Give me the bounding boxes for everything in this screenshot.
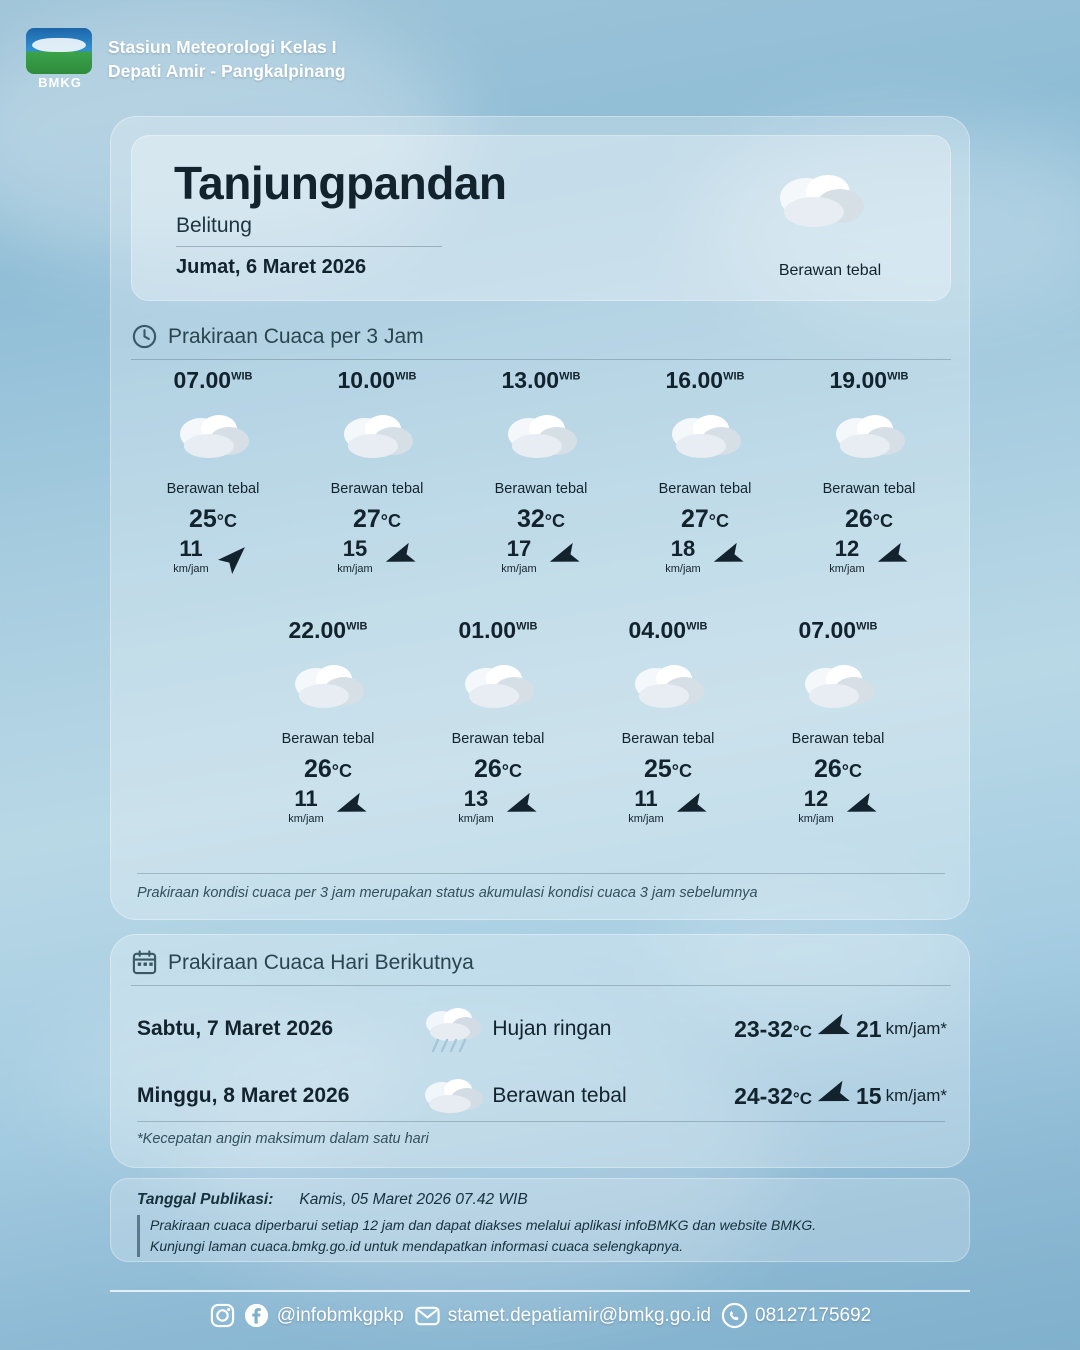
wind-direction-icon bbox=[705, 538, 748, 575]
hour-wind bbox=[459, 538, 623, 575]
hour-temp: 26 bbox=[303, 755, 332, 783]
wind-direction-icon bbox=[808, 1009, 855, 1049]
social-handle: @infobmkgpkp bbox=[276, 1304, 404, 1326]
city-name: Tanjungpandan bbox=[174, 157, 507, 209]
hour-condition: Berawan tebal bbox=[658, 481, 752, 497]
forecast-date: Jumat, 6 Maret 2026 bbox=[176, 256, 367, 278]
hourly-row-1 bbox=[131, 367, 951, 575]
hour-temp: 26 bbox=[844, 505, 873, 533]
hour-time: 07.00 bbox=[173, 367, 232, 393]
temp-unit: °C bbox=[872, 511, 893, 531]
next-day-wind bbox=[812, 1015, 953, 1043]
hour-temp: 25 bbox=[643, 755, 672, 783]
next-day-row bbox=[129, 1071, 953, 1121]
temp-unit: °C bbox=[671, 761, 692, 781]
wind-speed: 12 bbox=[834, 536, 860, 561]
wind-speed: 21 bbox=[856, 1015, 882, 1042]
wind-unit: km/jam bbox=[628, 813, 664, 825]
hour-wind bbox=[583, 788, 753, 825]
hour-condition: Berawan tebal bbox=[451, 731, 545, 747]
next-days-title bbox=[131, 949, 474, 976]
wind-direction-icon bbox=[869, 538, 912, 575]
hour-condition: Berawan tebal bbox=[330, 481, 424, 497]
wind-unit: km/jam bbox=[458, 813, 494, 825]
rain-light-icon bbox=[412, 1001, 493, 1057]
province-name: Belitung bbox=[176, 214, 252, 237]
hour-temp: 27 bbox=[352, 505, 381, 533]
hour-wind bbox=[243, 788, 413, 825]
hour-time: 13.00 bbox=[501, 367, 560, 393]
temp-unit: °C bbox=[216, 511, 237, 531]
wind-unit: km/jam bbox=[173, 563, 209, 575]
facebook-icon[interactable] bbox=[243, 1302, 270, 1329]
hourly-cell bbox=[459, 367, 623, 575]
publication-body-line1: Prakiraan cuaca diperbarui setiap 12 jam dan dapat diakses melalui aplikasi infoBMKG dan website BMKG. bbox=[150, 1217, 817, 1233]
wind-speed: 11 bbox=[634, 786, 658, 811]
hour-wind bbox=[623, 538, 787, 575]
hourly-cell bbox=[583, 617, 753, 825]
wind-speed: 11 bbox=[179, 536, 203, 561]
next-day-condition: Berawan tebal bbox=[492, 1084, 627, 1107]
hour-tz: WIB bbox=[516, 620, 538, 633]
hour-time: 01.00 bbox=[458, 617, 517, 643]
phone-group[interactable] bbox=[721, 1302, 871, 1329]
hour-tz: WIB bbox=[686, 620, 708, 633]
cloudy-heavy-icon bbox=[459, 406, 623, 473]
hour-temp: 26 bbox=[813, 755, 842, 783]
hour-condition: Berawan tebal bbox=[822, 481, 916, 497]
wind-speed: 12 bbox=[803, 786, 829, 811]
hour-tz: WIB bbox=[887, 370, 909, 383]
wind-speed: 15 bbox=[856, 1082, 882, 1109]
wind-direction-icon bbox=[213, 535, 257, 579]
hour-wind bbox=[413, 788, 583, 825]
hourly-cell bbox=[753, 617, 923, 825]
publication-body-line2: Kunjungi laman cuaca.bmkg.go.id untuk mendapatkan informasi cuaca selengkapnya. bbox=[150, 1238, 684, 1254]
wind-speed: 11 bbox=[294, 786, 318, 811]
next-days-label: Prakiraan Cuaca Hari Berikutnya bbox=[168, 950, 474, 974]
temp-unit: °C bbox=[708, 511, 729, 531]
temp-unit: °C bbox=[792, 1021, 812, 1041]
hourly-section-label: Prakiraan Cuaca per 3 Jam bbox=[168, 324, 424, 348]
wind-unit: km/jam bbox=[665, 563, 701, 575]
wind-unit: km/jam bbox=[829, 563, 865, 575]
cloudy-heavy-icon bbox=[753, 656, 923, 723]
next-day-condition: Hujan ringan bbox=[492, 1017, 612, 1040]
hour-time: 10.00 bbox=[337, 367, 396, 393]
hour-time: 22.00 bbox=[288, 617, 347, 643]
wind-speed: 13 bbox=[463, 786, 489, 811]
wind-direction-icon bbox=[668, 788, 711, 825]
station-name-line2: Depati Amir - Pangkalpinang bbox=[108, 61, 346, 81]
temp-unit: °C bbox=[380, 511, 401, 531]
publication-label: Tanggal Publikasi: bbox=[137, 1191, 274, 1208]
hour-temp: 25 bbox=[188, 505, 217, 533]
divider bbox=[137, 1121, 945, 1122]
bmkg-logo-label: BMKG bbox=[38, 75, 82, 90]
temp-unit: °C bbox=[544, 511, 565, 531]
hour-wind bbox=[753, 788, 923, 825]
forecast-card bbox=[110, 116, 970, 920]
next-days-card bbox=[110, 934, 970, 1168]
hour-condition: Berawan tebal bbox=[166, 481, 260, 497]
footer-divider bbox=[110, 1290, 970, 1292]
hour-time: 07.00 bbox=[798, 617, 857, 643]
hour-time: 19.00 bbox=[829, 367, 888, 393]
publication-datetime: Kamis, 05 Maret 2026 07.42 WIB bbox=[299, 1191, 528, 1208]
wind-speed: 15 bbox=[342, 536, 368, 561]
hour-temp: 32 bbox=[516, 505, 545, 533]
hour-temp: 27 bbox=[680, 505, 709, 533]
wind-direction-icon bbox=[328, 788, 371, 825]
hourly-cell bbox=[413, 617, 583, 825]
cloudy-heavy-icon bbox=[787, 406, 951, 473]
hourly-cell bbox=[787, 367, 951, 575]
social-group[interactable] bbox=[209, 1302, 404, 1329]
hour-temp: 26 bbox=[473, 755, 502, 783]
wind-direction-icon bbox=[838, 788, 881, 825]
email-icon[interactable] bbox=[414, 1302, 441, 1329]
divider bbox=[176, 246, 442, 247]
wind-direction-icon bbox=[498, 788, 541, 825]
wind-direction-icon bbox=[377, 538, 420, 575]
hour-condition: Berawan tebal bbox=[494, 481, 588, 497]
divider bbox=[131, 985, 951, 986]
hour-tz: WIB bbox=[346, 620, 368, 633]
wind-unit: km/jam bbox=[501, 563, 537, 575]
location-panel bbox=[131, 135, 951, 301]
wind-unit: km/jam* bbox=[885, 1086, 947, 1105]
divider bbox=[131, 359, 951, 360]
next-day-wind bbox=[812, 1082, 953, 1110]
hourly-cell bbox=[243, 617, 413, 825]
next-day-name: Sabtu, 7 Maret 2026 bbox=[137, 1017, 334, 1040]
hour-wind bbox=[787, 538, 951, 575]
hour-wind bbox=[295, 538, 459, 575]
wind-unit: km/jam* bbox=[885, 1019, 947, 1038]
hour-condition: Berawan tebal bbox=[791, 731, 885, 747]
wind-direction-icon bbox=[808, 1076, 855, 1116]
hour-wind bbox=[131, 538, 295, 575]
temp-unit: °C bbox=[841, 761, 862, 781]
hour-time: 04.00 bbox=[628, 617, 687, 643]
wind-unit: km/jam bbox=[288, 813, 324, 825]
temp-unit: °C bbox=[331, 761, 352, 781]
wind-unit: km/jam bbox=[337, 563, 373, 575]
hourly-cell bbox=[295, 367, 459, 575]
wind-direction-icon bbox=[541, 538, 584, 575]
whatsapp-icon[interactable] bbox=[721, 1302, 748, 1329]
divider bbox=[137, 873, 945, 874]
temp-unit: °C bbox=[501, 761, 522, 781]
instagram-icon[interactable] bbox=[209, 1302, 236, 1329]
publication-card bbox=[110, 1178, 970, 1262]
hour-tz: WIB bbox=[856, 620, 878, 633]
cloudy-heavy-icon bbox=[131, 406, 295, 473]
wind-unit: km/jam bbox=[798, 813, 834, 825]
hour-tz: WIB bbox=[559, 370, 581, 383]
hour-condition: Berawan tebal bbox=[281, 731, 375, 747]
next-days-note: *Kecepatan angin maksimum dalam satu hari bbox=[137, 1131, 429, 1147]
email-group[interactable] bbox=[414, 1302, 711, 1329]
phone-number: 08127175692 bbox=[755, 1304, 872, 1326]
temp-unit: °C bbox=[792, 1088, 812, 1108]
cloudy-heavy-icon bbox=[583, 656, 753, 723]
next-day-temp: 23-32 bbox=[734, 1015, 793, 1042]
hourly-note: Prakiraan kondisi cuaca per 3 jam merupakan status akumulasi kondisi cuaca 3 jam sebelumnya bbox=[137, 885, 758, 901]
hourly-row-2 bbox=[243, 617, 923, 825]
calendar-icon bbox=[131, 949, 158, 976]
hourly-cell bbox=[623, 367, 787, 575]
cloudy-heavy-icon bbox=[413, 656, 583, 723]
clock-icon bbox=[131, 323, 158, 350]
hour-time: 16.00 bbox=[665, 367, 724, 393]
cloudy-heavy-icon bbox=[762, 162, 874, 247]
cloudy-heavy-icon bbox=[412, 1071, 493, 1121]
hour-tz: WIB bbox=[395, 370, 417, 383]
wind-speed: 17 bbox=[506, 536, 532, 561]
hourly-cell bbox=[131, 367, 295, 575]
hour-condition: Berawan tebal bbox=[621, 731, 715, 747]
next-day-temp: 24-32 bbox=[734, 1082, 793, 1109]
cloudy-heavy-icon bbox=[623, 406, 787, 473]
footer bbox=[0, 1302, 1080, 1329]
next-day-name: Minggu, 8 Maret 2026 bbox=[137, 1084, 350, 1107]
hour-tz: WIB bbox=[231, 370, 253, 383]
cloudy-heavy-icon bbox=[295, 406, 459, 473]
next-day-row bbox=[129, 1001, 953, 1057]
wind-speed: 18 bbox=[670, 536, 696, 561]
current-condition: Berawan tebal bbox=[778, 262, 882, 279]
hourly-section-title bbox=[131, 323, 424, 350]
station-name bbox=[108, 36, 346, 83]
email-address: stamet.depatiamir@bmkg.go.id bbox=[447, 1304, 712, 1326]
station-name-line1: Stasiun Meteorologi Kelas I bbox=[108, 37, 337, 58]
hour-tz: WIB bbox=[723, 370, 745, 383]
cloudy-heavy-icon bbox=[243, 656, 413, 723]
bmkg-logo-icon bbox=[26, 28, 94, 92]
header bbox=[26, 28, 346, 92]
